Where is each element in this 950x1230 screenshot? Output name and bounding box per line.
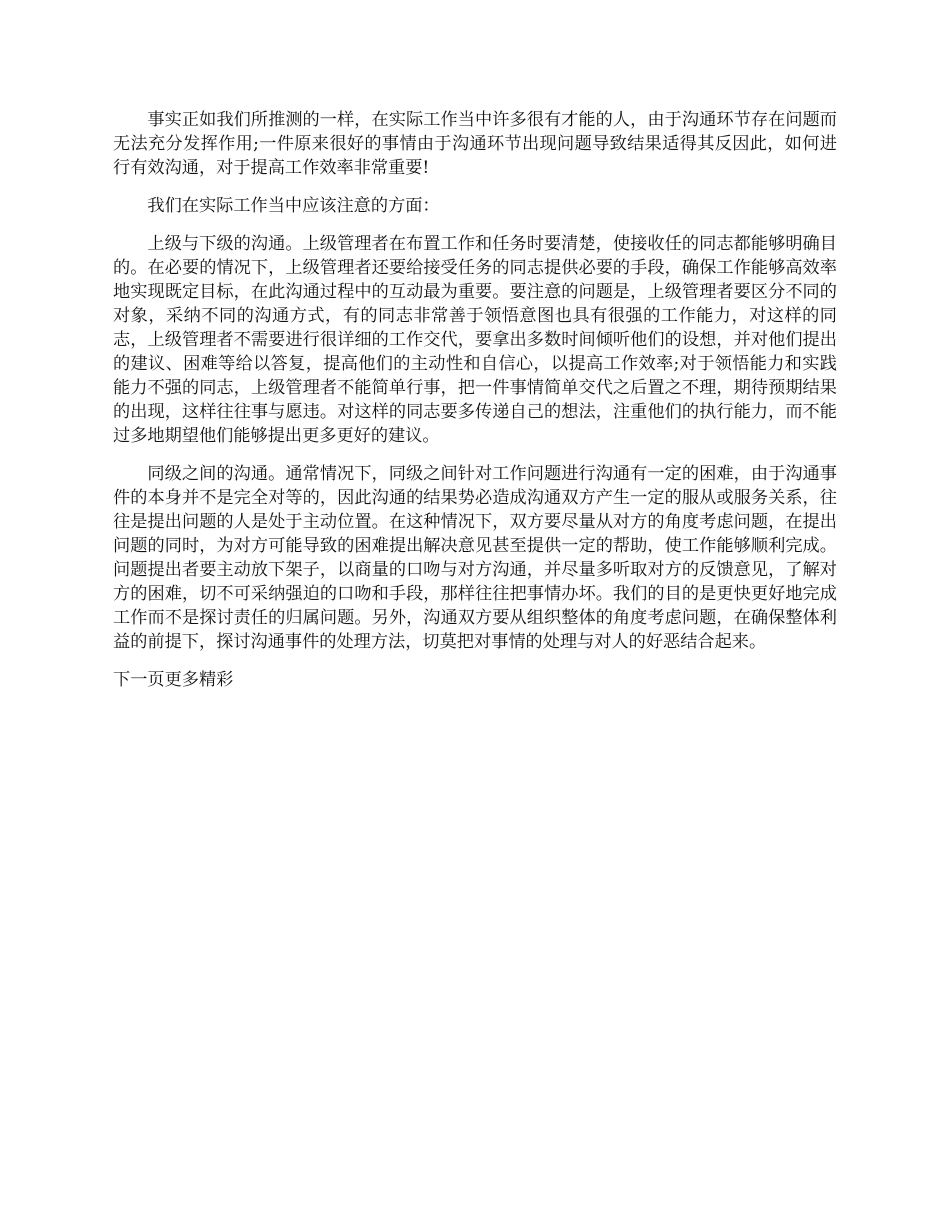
paragraph-attention-points: 我们在实际工作当中应该注意的方面： [147, 196, 440, 216]
document-page [113, 108, 837, 706]
paragraph-intro: 事实正如我们所推测的一样，在实际工作当中许多很有才能的人，由于沟通环节存在问题而无法充分发挥作用;一件原来很好的事情由于沟通环节出现问题导致结果适得其反因此，如何进行有效沟通，对于提高工作效率非常重要! [113, 110, 837, 178]
next-page-link[interactable]: 下一页更多精彩 [113, 670, 234, 690]
paragraph-peer-communication: 同级之间的沟通。通常情况下，同级之间针对工作问题进行沟通有一定的困难，由于沟通事件的本身并不是完全对等的，因此沟通的结果势必造成沟通双方产生一定的服从或服务关系，往往是提出问题的人是处于主动位置。在这种情况下，双方要尽量从对方的角度考虑问题，在提出问题的同时，为对方可能导致的困难提出解决意见甚至提供一定的帮助，使工作能够顺利完成。问题提出者要主动放下架子，以商量的口吻与对方沟通，并尽量多听取对方的反馈意见，了解对方的困难，切不可采纳强迫的口吻和手段，那样往往把事情办坏。我们的目的是更快更好地完成工作而不是探讨责任的归属问题。另外，沟通双方要从组织整体的角度考虑问题，在确保整体利益的前提下，探讨沟通事件的处理方法，切莫把对事情的处理与对人的好恶结合起来。 [113, 464, 837, 652]
paragraph-superior-subordinate: 上级与下级的沟通。上级管理者在布置工作和任务时要清楚，使接收任的同志都能够明确目的。在必要的情况下，上级管理者还要给接受任务的同志提供必要的手段，确保工作能够高效率地实现既定目标，在此沟通过程中的互动最为重要。要注意的问题是，上级管理者要区分不同的对象，采纳不同的沟通方式，有的同志非常善于领悟意图也具有很强的工作能力，对这样的同志，上级管理者不需要进行很详细的工作交代，要拿出多数时间倾听他们的设想，并对他们提出的建议、困难等给以答复，提高他们的主动性和自信心，以提高工作效率;对于领悟能力和实践能力不强的同志，上级管理者不能简单行事，把一件事情简单交代之后置之不理，期待预期结果的出现，这样往往事与愿违。对这样的同志要多传递自己的想法，注重他们的执行能力，而不能过多地期望他们能够提出更多更好的建议。 [113, 234, 837, 446]
